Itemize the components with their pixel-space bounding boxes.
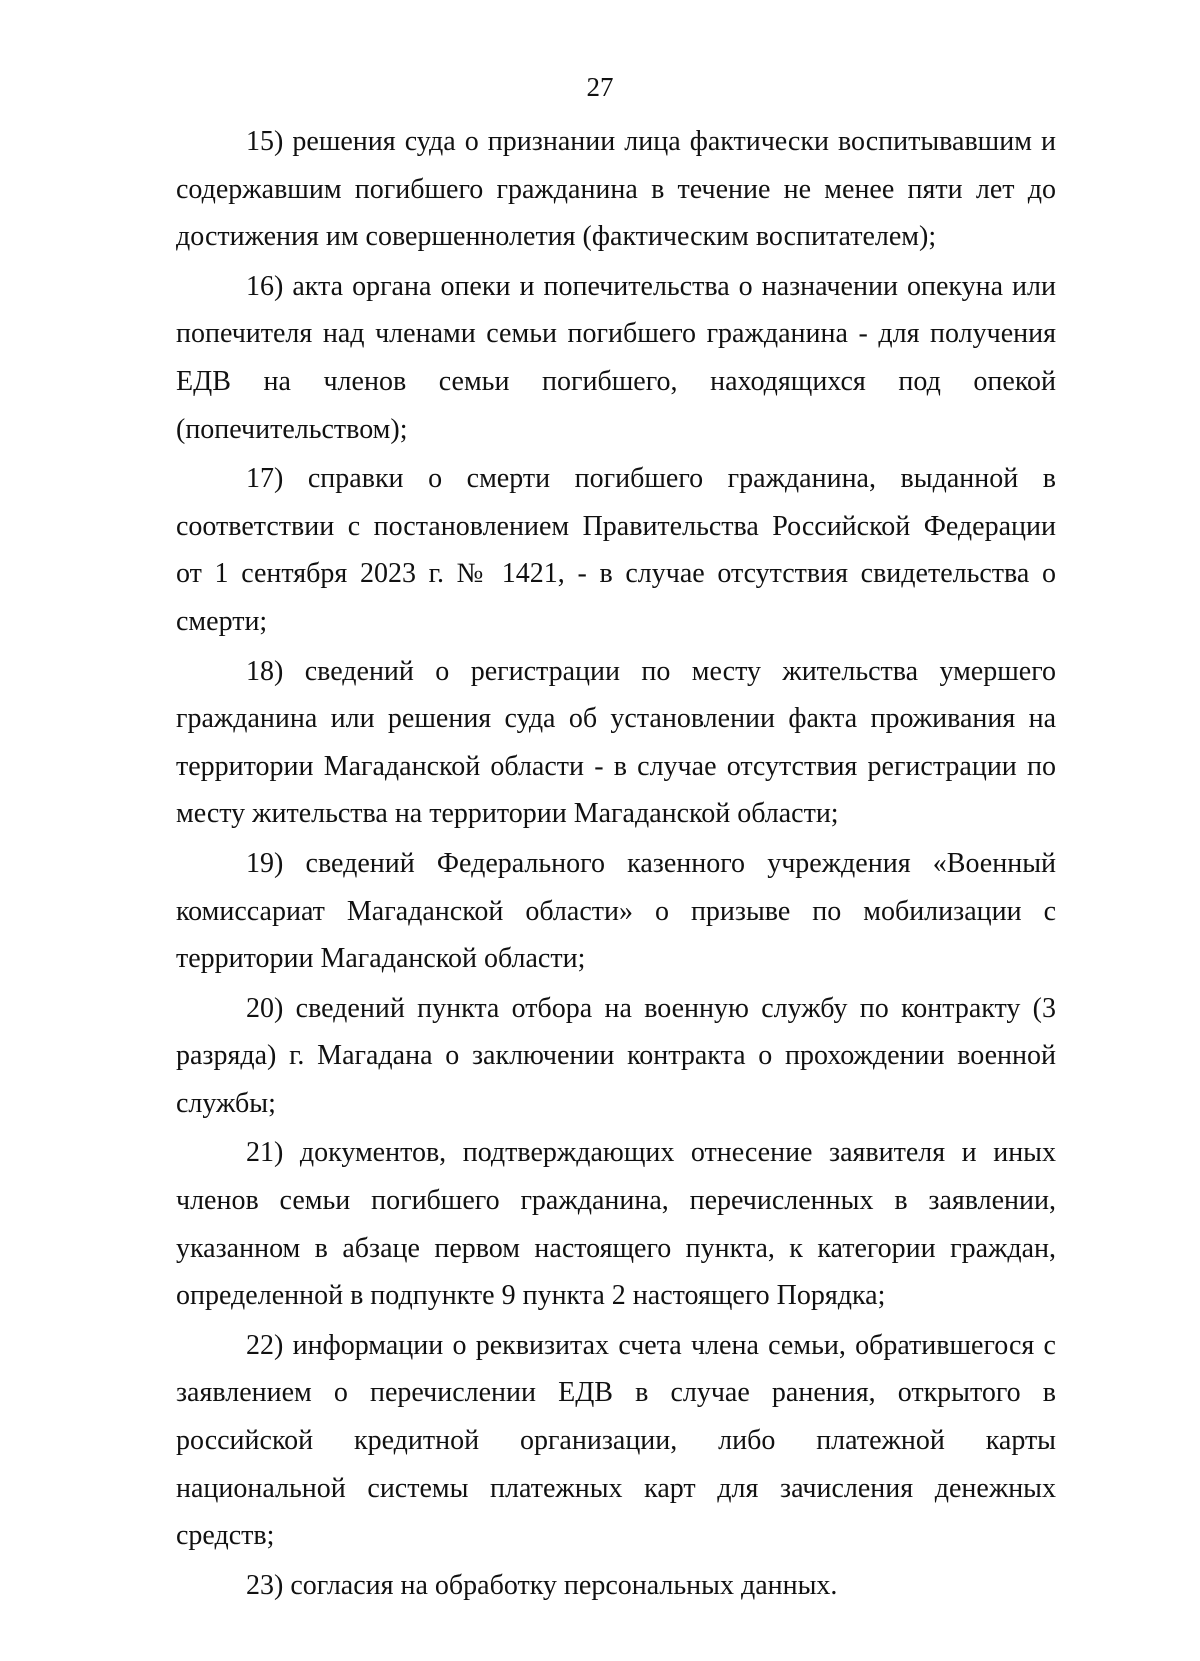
list-item-16: 16) акта органа опеки и попечительства о назначении опекуна или попечителя над членами семьи погибшего гражданина - для получения ЕДВ на членов семьи погибшего, находящихся под опекой (попечительством); [176,270,1056,445]
list-item-19: 19) сведений Федерального казенного учреждения «Военный комиссариат Магаданской области» о призыве по мобилизации с территории Магаданской области; [176,847,1056,975]
page-number: 27 [586,72,614,102]
list-item-22: 22) информации о реквизитах счета члена семьи, обратившегося с заявлением о перечислении ЕДВ в случае ранения, открытого в российской кредитной организации, либо платежной карты национальной системы платежных карт для зачисления денежных средств; [176,1329,1056,1552]
list-item-23: 23) согласия на обработку персональных данных. [246,1569,838,1601]
document-body [176,118,1056,1611]
list-item-15: 15) решения суда о признании лица фактически воспитывавшим и содержавшим погибшего гражданина в течение не менее пяти лет до достижения им совершеннолетия (фактическим воспитателем); [176,126,1056,253]
list-item-18: 18) сведений о регистрации по месту жительства умершего гражданина или решения суда об установлении факта проживания на территории Магаданской области - в случае отсутствия регистрации по месту жительства на территории Магаданской области; [176,655,1056,830]
list-item-20: 20) сведений пункта отбора на военную службу по контракту (3 разряда) г. Магадана о заключении контракта о прохождении военной службы; [176,992,1056,1119]
list-item-17: 17) справки о смерти погибшего гражданина, выданной в соответствии с постановлением Правительства Российской Федерации от 1 сентября 2023 г. № 1421, - в случае отсутствия свидетельства о смерти; [176,463,1056,637]
list-item-21: 21) документов, подтверждающих отнесение заявителя и иных членов семьи погибшего гражданина, перечисленных в заявлении, указанном в абзаце первом настоящего пункта, к категории граждан, определенной в подпункте 9 пункта 2 настоящего Порядка; [176,1137,1056,1312]
